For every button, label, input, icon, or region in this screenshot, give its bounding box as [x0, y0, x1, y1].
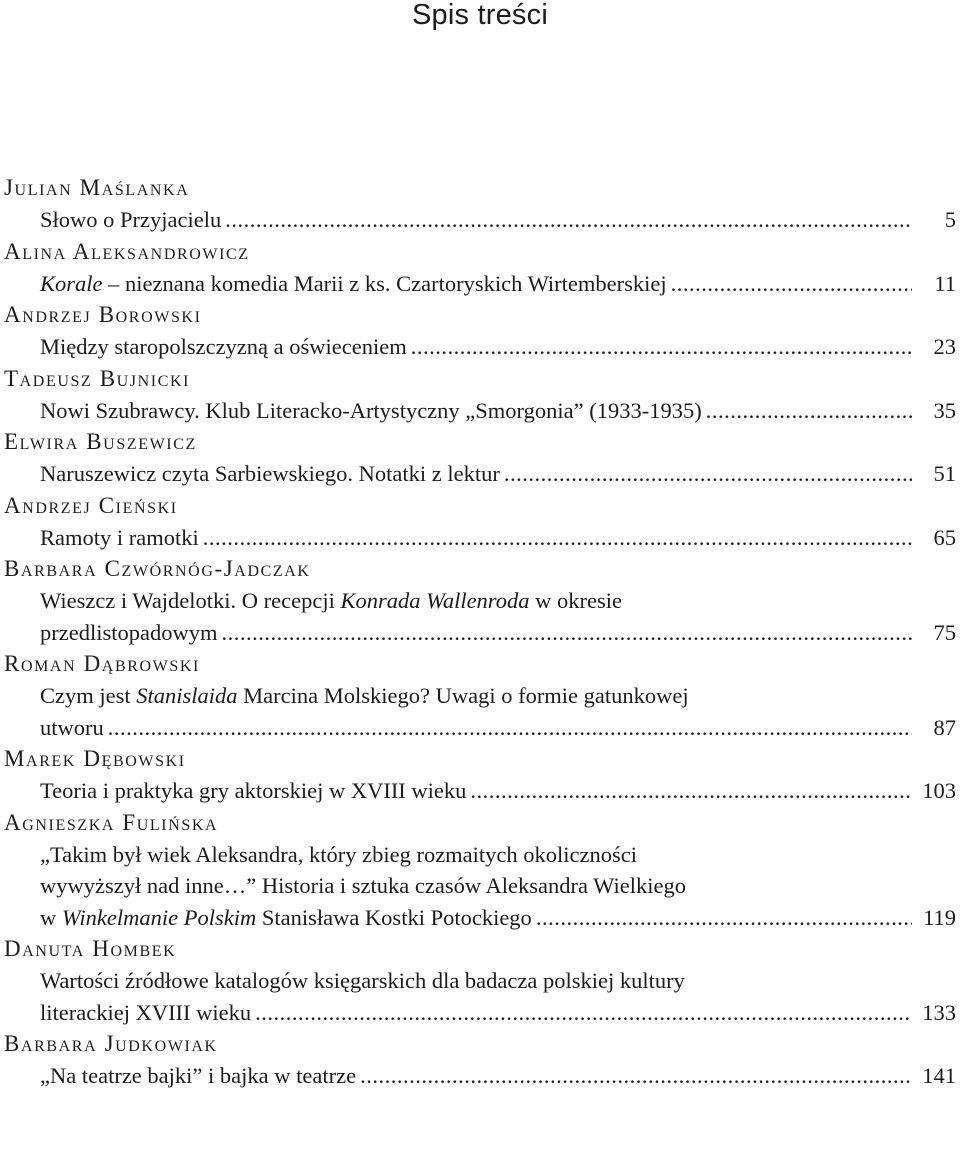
toc-entry — [4, 743, 956, 807]
entry-line — [4, 775, 956, 807]
entry-title-part: Stanisława Kostki Potockiego — [256, 904, 532, 930]
entry-line — [4, 268, 956, 300]
entry-author: Barbara Czwórnóg-Jadczak — [4, 556, 311, 581]
entry-line — [4, 617, 956, 649]
leader-dots — [671, 268, 912, 300]
toc-entry — [4, 426, 956, 490]
entry-line — [4, 458, 956, 490]
entry-page-number: 141 — [922, 1063, 956, 1088]
entry-author: Roman Dąbrowski — [4, 651, 200, 676]
entry-author: Andrzej Borowski — [4, 302, 202, 327]
table-of-contents — [4, 172, 956, 1092]
entry-author: Elwira Buszewicz — [4, 429, 197, 454]
toc-entry — [4, 807, 956, 934]
entry-page-number: 11 — [934, 270, 956, 296]
entry-line — [4, 395, 956, 427]
entry-title-italic: Winkelmanie Polskim — [61, 904, 257, 930]
entry-title: Ramoty i ramotki — [40, 524, 199, 550]
toc-entry — [4, 553, 956, 648]
entry-author: Alina Aleksandrowicz — [4, 238, 250, 264]
entry-title-part: utworu — [40, 714, 104, 740]
entry-title-line: Wartości źródłowe katalogów księgarskich dla badacza polskiej kultury — [40, 968, 685, 993]
leader-dots — [108, 712, 912, 744]
leader-dots — [203, 522, 912, 554]
entry-page-number: 51 — [933, 461, 956, 486]
leader-dots — [470, 775, 912, 807]
toc-entry — [4, 933, 956, 1028]
entry-title-part — [40, 902, 532, 934]
entry-line — [4, 204, 956, 236]
entry-line — [4, 712, 956, 744]
entry-line — [4, 331, 956, 363]
entry-title-rest: – nieznana komedia Marii z ks. Czartoryskich Wirtemberskiej — [102, 270, 667, 296]
toc-entry — [4, 299, 956, 363]
entry-author: Tadeusz Bujnicki — [4, 365, 191, 391]
entry-line — [4, 902, 956, 934]
entry-line — [4, 997, 956, 1029]
leader-dots — [411, 331, 912, 363]
leader-dots — [225, 204, 912, 236]
entry-title-part: w okresie — [529, 588, 622, 613]
entry-page-number: 65 — [933, 524, 956, 550]
entry-title-line: wywyższył nad inne…” Historia i sztuka czasów Aleksandra Wielkiego — [40, 873, 686, 898]
toc-entry — [4, 648, 956, 743]
toc-entry — [4, 490, 956, 554]
entry-page-number: 119 — [923, 904, 956, 930]
entry-title: „Na teatrze bajki” i bajka w teatrze — [40, 1063, 357, 1088]
entry-author: Agnieszka Fulińska — [4, 809, 219, 835]
entry-page-number: 133 — [922, 999, 956, 1025]
leader-dots — [706, 395, 912, 427]
entry-title-line — [4, 585, 956, 617]
entry-title-line: „Takim był wiek Aleksandra, który zbieg rozmaitych okoliczności — [40, 841, 637, 867]
entry-title-italic: Stanislaida — [136, 683, 238, 708]
entry-page-number: 35 — [933, 397, 956, 423]
entry-title-italic: Korale — [40, 270, 103, 296]
entry-page-number: 75 — [933, 619, 956, 645]
entry-title-part: Wieszcz i Wajdelotki. O recepcji — [40, 588, 341, 613]
leader-dots — [536, 902, 912, 934]
entry-page-number: 87 — [933, 714, 956, 740]
leader-dots — [504, 458, 912, 490]
entry-title-line — [4, 680, 956, 712]
entry-title-italic: Konrada Wallenroda — [340, 588, 530, 613]
toc-entry — [4, 1028, 956, 1092]
entry-title — [40, 268, 667, 300]
leader-dots — [221, 617, 912, 649]
entry-author: Marek Dębowski — [4, 746, 186, 771]
entry-title-part: przedlistopadowym — [40, 619, 218, 645]
entry-title-part: w — [40, 904, 62, 930]
entry-author: Julian Maślanka — [4, 175, 190, 200]
entry-author: Andrzej Cieński — [4, 492, 178, 518]
entry-page-number: 103 — [922, 778, 956, 803]
entry-author: Barbara Judkowiak — [4, 1031, 218, 1056]
entry-title: Nowi Szubrawcy. Klub Literacko-Artystyczny „Smorgonia” (1933-1935) — [40, 397, 702, 423]
entry-title-part: Czym jest — [40, 683, 137, 708]
entry-title-part: Marcina Molskiego? Uwagi o formie gatunkowej — [237, 683, 689, 708]
leader-dots — [360, 1060, 912, 1092]
toc-entry — [4, 363, 956, 427]
entry-line — [4, 1060, 956, 1092]
toc-entry — [4, 172, 956, 236]
entry-page-number: 5 — [944, 207, 956, 232]
entry-line — [4, 522, 956, 554]
entry-title: Teoria i praktyka gry aktorskiej w XVIII wieku — [40, 778, 467, 803]
entry-page-number: 23 — [933, 334, 956, 359]
leader-dots — [255, 997, 912, 1029]
entry-author: Danuta Hombek — [4, 936, 177, 961]
page-title: Spis treści — [412, 0, 548, 31]
entry-title: Naruszewicz czyta Sarbiewskiego. Notatki z lektur — [40, 461, 500, 486]
entry-title-part: literackiej XVIII wieku — [40, 999, 252, 1025]
entry-title: Między staropolszczyzną a oświeceniem — [40, 334, 407, 359]
toc-entry — [4, 236, 956, 300]
entry-title: Słowo o Przyjacielu — [40, 207, 222, 232]
